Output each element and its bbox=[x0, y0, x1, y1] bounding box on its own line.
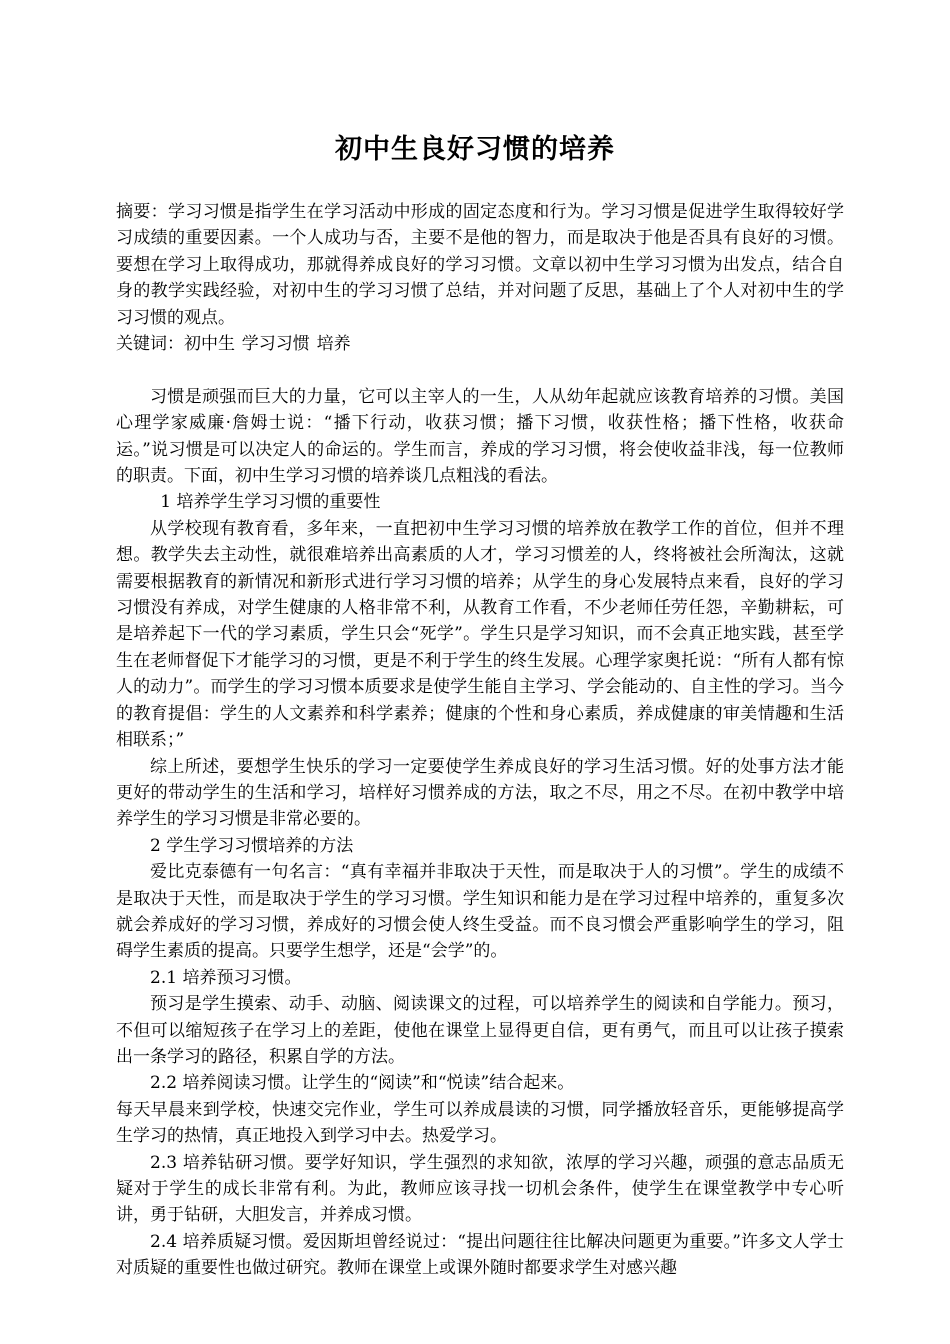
subsection-2-1-paragraph: 预习是学生摸索、动手、动脑、阅读课文的过程，可以培养学生的阅读和自学能力。预习，不但可以缩短孩子在学习上的差距，使他在课堂上显得更自信，更有勇气，而且可以让孩子摸索出一条学习的路径，积累自学的方法。 bbox=[116, 994, 844, 1067]
section1-paragraph-1: 从学校现有教育看，多年来，一直把初中生学习习惯的培养放在教学工作的首位，但并不理想。教学失去主动性，就很难培养出高素质的人才，学习习惯差的人，终将被社会所淘汰，这就需要根据教育的新情况和新形式进行学习习惯的培养；从学生的身心发展特点来看，良好的学习习惯没有养成，对学生健康的人格非常不利，从教育工作看，不少老师任劳任怨，辛勤耕耘，可是培养起下一代的学习素质，学生只会“死学”。学生只是学习知识，而不会真正地实践，甚至学生在老师督促下才能学习的习惯，更是不利于学生的终生发展。心理学家奥托说：“所有人都有惊人的动力”。而学生的学习习惯本质要求是使学生能自主学习、学会能动的、自主性的学习。当今的教育提倡：学生的人文素养和科学素养；健康的个性和身心素质，养成健康的审美情趣和生活相联系；” bbox=[116, 518, 844, 751]
subsection-2-3-paragraph: 2.3 培养钻研习惯。要学好知识，学生强烈的求知欲，浓厚的学习兴趣，顽强的意志品质无疑对于学生的成长非常有利。为此，教师应该寻找一切机会条件，使学生在课堂教学中专心听讲，勇于钻研，大胆发言，并养成习惯。 bbox=[116, 1152, 844, 1226]
section-heading-1: 1 培养学生学习习惯的重要性 bbox=[160, 492, 381, 513]
section2-paragraph-1: 爱比克泰德有一句名言：“真有幸福并非取决于天性，而是取决于人的习惯”。学生的成绩不是取决于天性，而是取决于学生的学习习惯。学生知识和能力是在学习过程中培养的，重复多次就会养成好的学习习惯，养成好的习惯会使人终生受益。而不良习惯会严重影响学生的学习，阻碍学生素质的提高。只要学生想学，还是“会学”的。 bbox=[116, 862, 844, 962]
section1-paragraph-2: 综上所述，要想学生快乐的学习一定要使学生养成良好的学习生活习惯。好的处事方法才能更好的带动学生的生活和学习，培样好习惯养成的方法，取之不尽，用之不尽。在初中教学中培养学生的学习习惯是非常必要的。 bbox=[116, 756, 844, 830]
subsection-heading-2-1: 2.1 培养预习习惯。 bbox=[150, 967, 302, 988]
document-title: 初中生良好习惯的培养 bbox=[335, 134, 615, 165]
document-body bbox=[116, 199, 844, 1282]
subsection-2-2-paragraph: 每天早晨来到学校，快速交完作业，学生可以养成晨读的习惯，同学播放轻音乐，更能够提高学生学习的热情，真正地投入到学习中去。热爱学习。 bbox=[116, 1099, 844, 1147]
blank-line bbox=[116, 357, 844, 383]
intro-paragraph: 习惯是顽强而巨大的力量，它可以主宰人的一生，人从幼年起就应该教育培养的习惯。美国心理学家威廉·詹姆士说：“播下行动，收获习惯；播下习惯，收获性格；播下性格，收获命运。”说习惯是可以决定人的命运的。学生而言，养成的学习习惯，将会使收益非浅，每一位教师的职责。下面，初中生学习习惯的培养谈几点粗浅的看法。 bbox=[116, 386, 844, 487]
section-heading-2: 2 学生学习习惯培养的方法 bbox=[150, 835, 354, 856]
keywords-label: 关键词： bbox=[116, 334, 184, 355]
abstract-paragraph: 摘要：学习习惯是指学生在学习活动中形成的固定态度和行为。学习习惯是促进学生取得较好学习成绩的重要因素。一个人成功与否，主要不是他的智力，而是取决于他是否具有良好的习惯。要想在学习上取得成功，那就得养成良好的学习习惯。文章以初中生学习习惯为出发点，结合自身的教学实践经验，对初中生的学习习惯了总结，并对问题了反思，基础上了个人对初中生的学习习惯的观点。 bbox=[116, 202, 844, 328]
keyword: 学习习惯 bbox=[241, 334, 310, 355]
keyword: 初中生 bbox=[184, 334, 235, 355]
subsection-2-4-paragraph: 2.4 培养质疑习惯。爱因斯坦曾经说过：“提出问题往往比解决问题更为重要。”许多文人学士对质疑的重要性也做过研究。教师在课堂上或课外随时都要求学生对感兴趣 bbox=[116, 1231, 844, 1279]
keyword: 培养 bbox=[316, 334, 351, 355]
keywords-line bbox=[116, 331, 844, 357]
subsection-heading-2-2: 2.2 培养阅读习惯。让学生的“阅读”和“悦读”结合起来。 bbox=[150, 1073, 575, 1094]
